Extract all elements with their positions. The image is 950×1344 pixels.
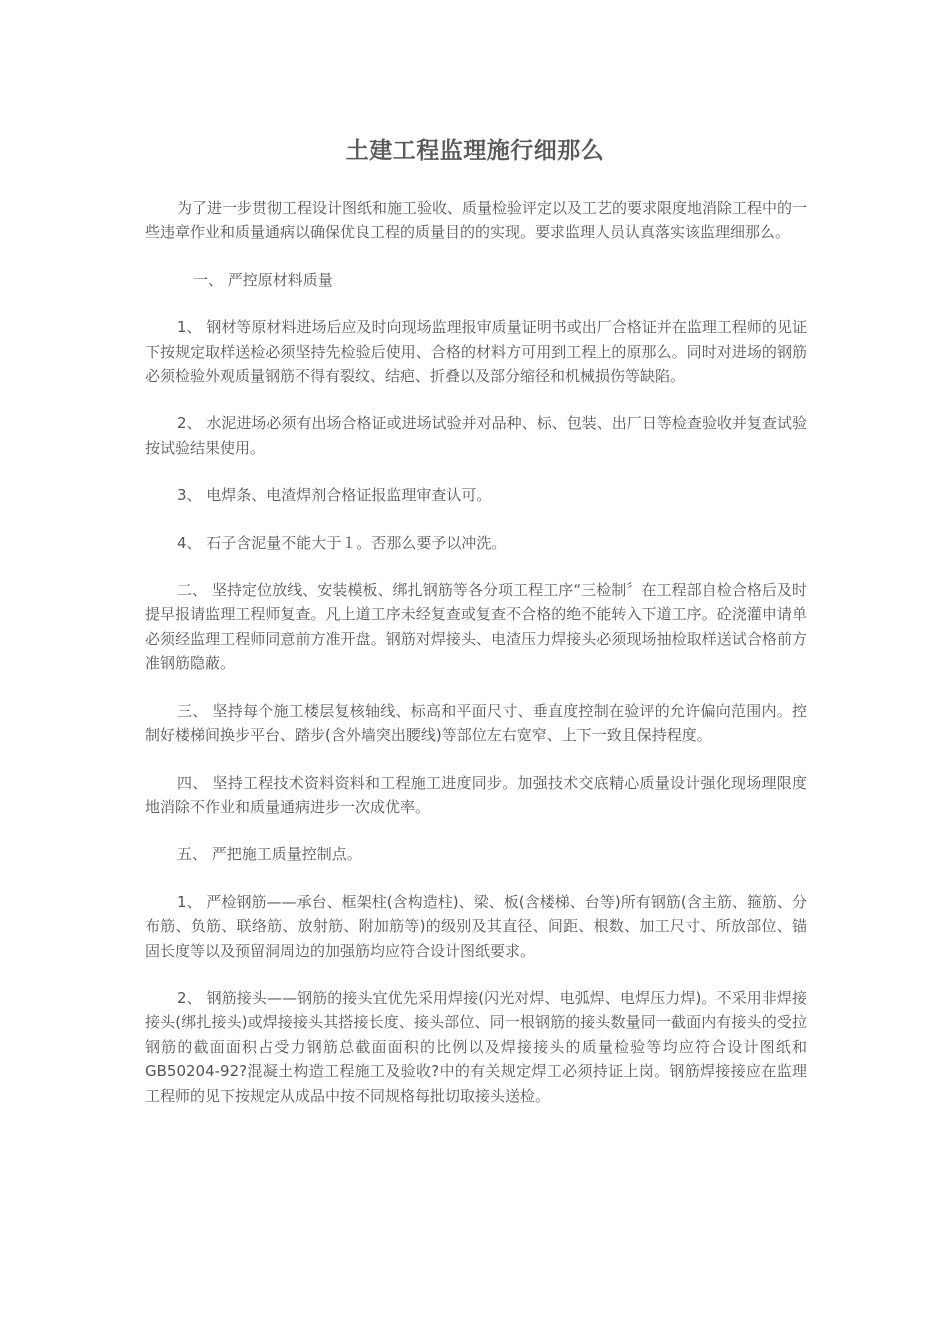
section-heading-5: 五、 严把施工质量控制点。 — [177, 845, 362, 864]
list-item: 3、 电焊条、电渣焊剂合格证报监理审查认可。 — [177, 486, 492, 505]
section-heading-1: 一、 严控原材料质量 — [193, 270, 333, 289]
list-item: 4、 石子含泥量不能大于１。否那么要予以冲洗。 — [177, 533, 507, 552]
list-item: 1、 钢材等原材料进场后应及时向现场监理报审质量证明书或出厂合格证并在监理工程师的见证下按规定取样送检必须坚持先检验后使用、合格的材料方可用到工程上的原那么。同时对进场的钢筋必须检验外观质量钢筋不得有裂纹、结疤、折叠以及部分缩径和机械损伤等缺陷。 — [145, 318, 807, 386]
list-item: 2、 钢筋接头——钢筋的接头宜优先采用焊接(闪光对焊、电弧焊、电焊压力焊)。不采用非焊接接头(绑扎接头)或焊接接头其搭接长度、接头部位、同一根钢筋的接头数量同一截面内有接头的受拉钢筋的截面面积占受力钢筋总截面面积的比例以及焊接接头的质量检验等均应符合设计图纸和GB50204-92?混凝土构造工程施工及验收?中的有关规定焊工必须持证上岗。钢筋焊接接应在监理工程师的见下按规定从成品中按不同规格每批切取接头送检。 — [145, 988, 807, 1105]
document-title: 土建工程监理施行细那么 — [345, 138, 605, 164]
section-paragraph-4: 四、 坚持工程技术资料资料和工程施工进度同步。加强技术交底精心质量设计强化现场理限度地消除不作业和质量通病进步一次成优率。 — [145, 773, 807, 816]
intro-paragraph: 为了进一步贯彻工程设计图纸和施工验收、质量检验评定以及工艺的要求限度地消除工程中的一些违章作业和质量通病以确保优良工程的质量目的的实现。要求监理人员认真落实该监理细那么。 — [145, 199, 808, 242]
section-paragraph-3: 三、 坚持每个施工楼层复核轴线、标高和平面尺寸、垂直度控制在验评的允许偏向范围内。控制好楼梯间换步平台、踏步(含外墙突出腰线)等部位左右宽窄、上下一致且保持程度。 — [145, 701, 807, 745]
section-paragraph-2: 二、 坚持定位放线、安装模板、绑扎钢筋等各分项工程工序“三检制〞在工程部自检合格后及时提早报请监理工程师复查。凡上道工序未经复查或复查不合格的绝不能转入下道工序。砼浇灌申请单必须经监理工程师同意前方准开盘。钢筋对焊接头、电渣压力焊接头必须现场抽检取样送试合格前方准钢筋隐蔽。 — [145, 581, 807, 673]
document-body — [145, 196, 807, 1131]
list-item: 1、 严检钢筋——承台、框架柱(含构造柱)、梁、板(含楼梯、台等)所有钢筋(含主筋、箍筋、分布筋、负筋、联络筋、放射筋、附加筋等)的级别及其直径、间距、根数、加工尺寸、所放部位、锚固长度等以及预留洞周边的加强筋均应符合设计图纸要求。 — [145, 892, 807, 960]
list-item: 2、 水泥进场必须有出场合格证或进场试验并对品种、标、包装、出厂日等检查验收并复查试验按试验结果使用。 — [145, 414, 807, 457]
